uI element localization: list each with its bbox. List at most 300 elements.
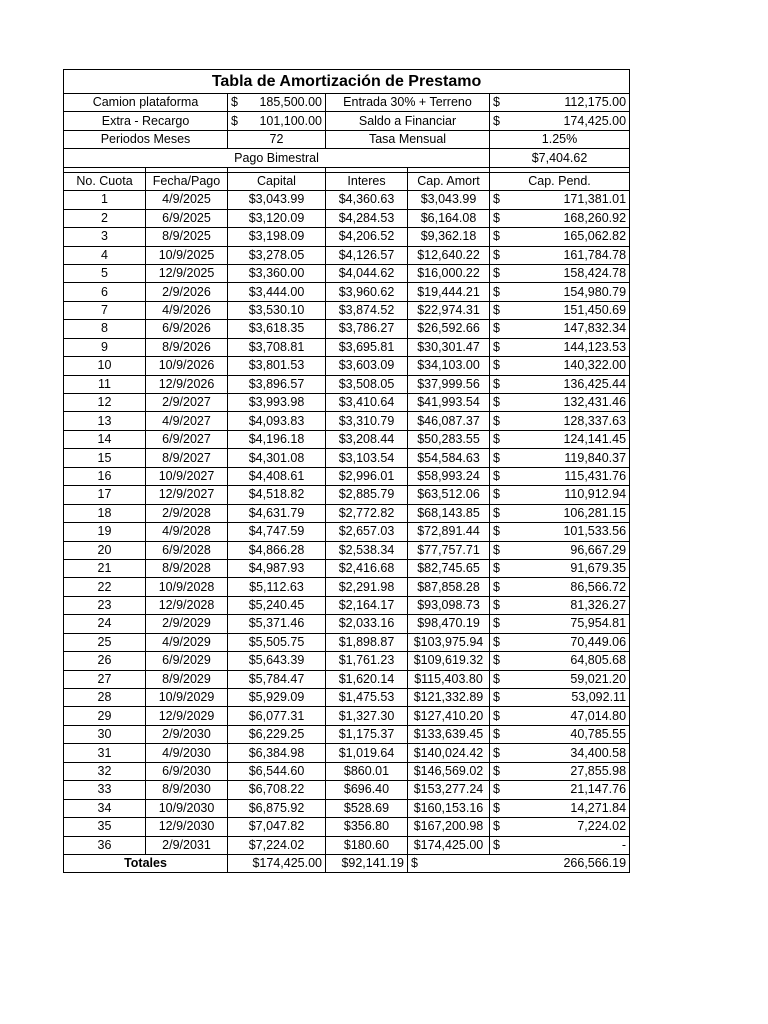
extra-currency: $ (231, 113, 238, 128)
capital-cell: $5,371.46 (228, 615, 326, 633)
cap-amort-cell: $174,425.00 (408, 836, 490, 854)
header-fecha-pago: Fecha/Pago (146, 172, 228, 190)
cap-pend-currency: $ (493, 450, 500, 465)
table-row (64, 744, 630, 762)
cap-amort-cell: $82,745.65 (408, 559, 490, 577)
interes-cell: $2,164.17 (326, 596, 408, 614)
interes-cell: $3,786.27 (326, 320, 408, 338)
cap-pend-value: 136,425.44 (563, 376, 627, 391)
cap-pend-value: 75,954.81 (570, 616, 627, 631)
capital-cell: $3,801.53 (228, 357, 326, 375)
info-row-camion (64, 94, 630, 112)
cuota-number: 8 (64, 320, 146, 338)
cuota-number: 28 (64, 689, 146, 707)
payment-date: 12/9/2028 (146, 596, 228, 614)
cap-amort-cell: $50,283.55 (408, 430, 490, 448)
interes-cell: $860.01 (326, 762, 408, 780)
cap-pend-value: 7,224.02 (577, 819, 627, 834)
interes-cell: $3,208.44 (326, 430, 408, 448)
payment-date: 4/9/2028 (146, 523, 228, 541)
cuota-number: 30 (64, 725, 146, 743)
pago-value: $7,404.62 (490, 149, 630, 167)
payment-date: 4/9/2029 (146, 633, 228, 651)
interes-cell: $3,874.52 (326, 301, 408, 319)
cuota-number: 4 (64, 246, 146, 264)
cuota-number: 7 (64, 301, 146, 319)
cap-pend-value: 168,260.92 (563, 210, 627, 225)
interes-cell: $696.40 (326, 781, 408, 799)
interes-cell: $1,175.37 (326, 725, 408, 743)
cap-amort-cell: $72,891.44 (408, 523, 490, 541)
cuota-number: 2 (64, 209, 146, 227)
cap-pend-cell (490, 707, 630, 725)
cap-amort-cell: $87,858.28 (408, 578, 490, 596)
cap-pend-value: 106,281.15 (563, 505, 627, 520)
interes-cell: $2,996.01 (326, 467, 408, 485)
entrada-value-cell (490, 94, 630, 112)
cap-pend-value: 140,322.00 (563, 358, 627, 373)
header-cap-amort: Cap. Amort (408, 172, 490, 190)
payment-date: 8/9/2025 (146, 228, 228, 246)
table-row (64, 338, 630, 356)
cap-pend-cell (490, 264, 630, 282)
cap-pend-value: 158,424.78 (563, 266, 627, 281)
payment-date: 8/9/2027 (146, 449, 228, 467)
cap-amort-cell: $63,512.06 (408, 486, 490, 504)
header-interes: Interes (326, 172, 408, 190)
payment-date: 2/9/2029 (146, 615, 228, 633)
cap-amort-cell: $133,639.45 (408, 725, 490, 743)
cap-pend-value: 86,566.72 (570, 579, 627, 594)
cap-pend-currency: $ (493, 247, 500, 262)
cap-amort-cell: $46,087.37 (408, 412, 490, 430)
totals-row (64, 854, 630, 872)
interes-cell: $2,657.03 (326, 523, 408, 541)
cuota-number: 20 (64, 541, 146, 559)
cap-pend-cell (490, 578, 630, 596)
capital-cell: $5,505.75 (228, 633, 326, 651)
interes-cell: $180.60 (326, 836, 408, 854)
cuota-number: 12 (64, 394, 146, 412)
cuota-number: 1 (64, 191, 146, 209)
cap-amort-cell: $58,993.24 (408, 467, 490, 485)
capital-cell: $3,993.98 (228, 394, 326, 412)
camion-value: 185,500.00 (259, 95, 322, 110)
info-row-periodos (64, 130, 630, 148)
cuota-number: 3 (64, 228, 146, 246)
cap-amort-cell: $12,640.22 (408, 246, 490, 264)
payment-date: 6/9/2028 (146, 541, 228, 559)
cap-pend-value: 144,123.53 (563, 339, 627, 354)
title-row (64, 70, 630, 94)
cuota-number: 17 (64, 486, 146, 504)
payment-date: 12/9/2027 (146, 486, 228, 504)
totals-label: Totales (64, 854, 228, 872)
capital-cell: $6,229.25 (228, 725, 326, 743)
cap-pend-currency: $ (493, 819, 500, 834)
cap-amort-cell: $93,098.73 (408, 596, 490, 614)
capital-cell: $3,618.35 (228, 320, 326, 338)
payment-date: 12/9/2029 (146, 707, 228, 725)
interes-cell: $4,360.63 (326, 191, 408, 209)
cap-amort-cell: $34,103.00 (408, 357, 490, 375)
cap-pend-value: 147,832.34 (563, 321, 627, 336)
cuota-number: 19 (64, 523, 146, 541)
cap-pend-value: 40,785.55 (570, 727, 627, 742)
info-row-extra (64, 112, 630, 130)
table-row (64, 818, 630, 836)
cuota-number: 6 (64, 283, 146, 301)
cap-amort-cell: $140,024.42 (408, 744, 490, 762)
capital-cell: $4,747.59 (228, 523, 326, 541)
interes-cell: $4,126.57 (326, 246, 408, 264)
cap-amort-cell: $54,584.63 (408, 449, 490, 467)
payment-date: 12/9/2030 (146, 818, 228, 836)
cap-pend-cell (490, 246, 630, 264)
cap-pend-cell (490, 762, 630, 780)
cap-pend-value: 34,400.58 (570, 745, 627, 760)
capital-cell: $7,224.02 (228, 836, 326, 854)
payment-date: 10/9/2028 (146, 578, 228, 596)
interes-cell: $356.80 (326, 818, 408, 836)
cap-pend-cell (490, 338, 630, 356)
cap-pend-currency: $ (493, 800, 500, 815)
entrada-label: Entrada 30% + Terreno (326, 94, 490, 112)
totals-interes: $92,141.19 (326, 854, 408, 872)
cap-pend-currency: $ (493, 321, 500, 336)
cap-pend-cell (490, 430, 630, 448)
capital-cell: $3,360.00 (228, 264, 326, 282)
capital-cell: $4,301.08 (228, 449, 326, 467)
cap-amort-cell: $153,277.24 (408, 781, 490, 799)
header-cap-pend: Cap. Pend. (490, 172, 630, 190)
cap-pend-currency: $ (493, 358, 500, 373)
table-row (64, 283, 630, 301)
cap-pend-cell (490, 744, 630, 762)
table-row (64, 504, 630, 522)
tasa-label: Tasa Mensual (326, 130, 490, 148)
cap-pend-cell (490, 357, 630, 375)
cap-pend-value: 132,431.46 (563, 395, 627, 410)
payment-date: 6/9/2026 (146, 320, 228, 338)
cap-pend-currency: $ (493, 579, 500, 594)
cuota-number: 5 (64, 264, 146, 282)
interes-cell: $1,327.30 (326, 707, 408, 725)
cap-amort-cell: $77,757.71 (408, 541, 490, 559)
cuota-number: 36 (64, 836, 146, 854)
cap-pend-cell (490, 467, 630, 485)
cap-amort-cell: $146,569.02 (408, 762, 490, 780)
interes-cell: $2,291.98 (326, 578, 408, 596)
cap-amort-cell: $127,410.20 (408, 707, 490, 725)
sheet-title: Tabla de Amortización de Prestamo (64, 70, 630, 94)
interes-cell: $3,103.54 (326, 449, 408, 467)
payment-date: 4/9/2025 (146, 191, 228, 209)
cap-amort-cell: $9,362.18 (408, 228, 490, 246)
payment-rows (64, 191, 630, 855)
cap-pend-currency: $ (493, 284, 500, 299)
cap-pend-cell (490, 652, 630, 670)
extra-label: Extra - Recargo (64, 112, 228, 130)
payment-date: 12/9/2025 (146, 264, 228, 282)
amortization-table (63, 69, 630, 873)
cap-amort-cell: $3,043.99 (408, 191, 490, 209)
table-row (64, 320, 630, 338)
table-row (64, 578, 630, 596)
capital-cell: $4,196.18 (228, 430, 326, 448)
cap-pend-cell (490, 689, 630, 707)
cap-pend-cell (490, 504, 630, 522)
table-row (64, 246, 630, 264)
payment-date: 4/9/2026 (146, 301, 228, 319)
payment-date: 2/9/2028 (146, 504, 228, 522)
info-row-pago (64, 149, 630, 167)
cuota-number: 13 (64, 412, 146, 430)
payment-date: 10/9/2029 (146, 689, 228, 707)
payment-date: 2/9/2026 (146, 283, 228, 301)
cap-pend-value: 124,141.45 (563, 432, 627, 447)
cap-pend-value: 165,062.82 (563, 229, 627, 244)
table-row (64, 762, 630, 780)
capital-cell: $7,047.82 (228, 818, 326, 836)
totals-pend-cell (408, 854, 630, 872)
cap-pend-value: 64,805.68 (570, 653, 627, 668)
cap-amort-cell: $19,444.21 (408, 283, 490, 301)
cap-pend-value: 110,912.94 (564, 487, 627, 502)
cuota-number: 11 (64, 375, 146, 393)
cap-pend-value: 119,840.37 (564, 450, 627, 465)
cap-pend-currency: $ (493, 376, 500, 391)
entrada-value: 112,175.00 (564, 95, 627, 110)
cap-pend-currency: $ (493, 745, 500, 760)
cap-pend-currency: $ (493, 303, 500, 318)
payment-date: 2/9/2030 (146, 725, 228, 743)
cap-amort-cell: $22,974.31 (408, 301, 490, 319)
totals-pend: 266,566.19 (563, 856, 627, 871)
cap-pend-cell (490, 781, 630, 799)
cap-amort-cell: $26,592.66 (408, 320, 490, 338)
cuota-number: 25 (64, 633, 146, 651)
cuota-number: 24 (64, 615, 146, 633)
cap-pend-cell (490, 320, 630, 338)
cap-pend-value: 91,679.35 (570, 561, 627, 576)
extra-value: 101,100.00 (259, 113, 322, 128)
payment-date: 8/9/2029 (146, 670, 228, 688)
interes-cell: $2,772.82 (326, 504, 408, 522)
cuota-number: 22 (64, 578, 146, 596)
cuota-number: 35 (64, 818, 146, 836)
amortization-sheet (63, 69, 629, 873)
capital-cell: $4,866.28 (228, 541, 326, 559)
interes-cell: $4,284.53 (326, 209, 408, 227)
table-row (64, 596, 630, 614)
capital-cell: $6,544.60 (228, 762, 326, 780)
cap-pend-value: 128,337.63 (563, 413, 627, 428)
capital-cell: $5,240.45 (228, 596, 326, 614)
cap-pend-currency: $ (493, 616, 500, 631)
camion-value-cell (228, 94, 326, 112)
cap-pend-cell (490, 394, 630, 412)
cap-pend-currency: $ (493, 266, 500, 281)
cuota-number: 21 (64, 559, 146, 577)
cap-pend-currency: $ (493, 653, 500, 668)
camion-currency: $ (231, 95, 238, 110)
payment-date: 10/9/2027 (146, 467, 228, 485)
capital-cell: $4,987.93 (228, 559, 326, 577)
payment-date: 12/9/2026 (146, 375, 228, 393)
table-row (64, 449, 630, 467)
saldo-value-cell (490, 112, 630, 130)
totals-currency: $ (411, 856, 418, 871)
capital-cell: $5,643.39 (228, 652, 326, 670)
cap-pend-cell (490, 486, 630, 504)
table-row (64, 725, 630, 743)
interes-cell: $3,410.64 (326, 394, 408, 412)
cap-pend-value: 81,326.27 (570, 598, 627, 613)
cap-pend-cell (490, 596, 630, 614)
cap-pend-currency: $ (493, 690, 500, 705)
capital-cell: $3,278.05 (228, 246, 326, 264)
payment-date: 10/9/2025 (146, 246, 228, 264)
cap-amort-cell: $98,470.19 (408, 615, 490, 633)
cap-pend-cell (490, 559, 630, 577)
capital-cell: $3,896.57 (228, 375, 326, 393)
capital-cell: $3,198.09 (228, 228, 326, 246)
cap-pend-cell (490, 615, 630, 633)
interes-cell: $1,620.14 (326, 670, 408, 688)
cuota-number: 26 (64, 652, 146, 670)
cap-pend-cell (490, 283, 630, 301)
interes-cell: $1,019.64 (326, 744, 408, 762)
cap-pend-cell (490, 209, 630, 227)
cap-pend-currency: $ (493, 487, 500, 502)
payment-date: 6/9/2030 (146, 762, 228, 780)
cap-pend-currency: $ (493, 413, 500, 428)
cap-pend-cell (490, 375, 630, 393)
cap-pend-cell (490, 725, 630, 743)
cap-pend-cell (490, 836, 630, 854)
cuota-number: 18 (64, 504, 146, 522)
saldo-value: 174,425.00 (563, 113, 627, 128)
capital-cell: $3,043.99 (228, 191, 326, 209)
cuota-number: 31 (64, 744, 146, 762)
cap-amort-cell: $30,301.47 (408, 338, 490, 356)
cap-pend-value: 53,092.11 (571, 690, 627, 705)
cap-pend-value: 151,450.69 (563, 303, 627, 318)
table-row (64, 430, 630, 448)
cap-pend-cell (490, 301, 630, 319)
cap-pend-value: - (621, 837, 627, 852)
cap-pend-currency: $ (493, 727, 500, 742)
column-header-row (64, 172, 630, 190)
cuota-number: 27 (64, 670, 146, 688)
saldo-currency: $ (493, 113, 500, 128)
table-row (64, 615, 630, 633)
cap-pend-currency: $ (493, 432, 500, 447)
cuota-number: 29 (64, 707, 146, 725)
capital-cell: $5,929.09 (228, 689, 326, 707)
table-row (64, 486, 630, 504)
cap-pend-value: 101,533.56 (563, 524, 627, 539)
cap-pend-cell (490, 633, 630, 651)
payment-date: 8/9/2026 (146, 338, 228, 356)
cap-pend-value: 59,021.20 (570, 671, 627, 686)
pago-label: Pago Bimestral (64, 149, 490, 167)
periodos-value: 72 (228, 130, 326, 148)
table-row (64, 781, 630, 799)
table-row (64, 689, 630, 707)
cap-amort-cell: $16,000.22 (408, 264, 490, 282)
cap-pend-currency: $ (493, 505, 500, 520)
cap-pend-cell (490, 541, 630, 559)
cap-pend-cell (490, 449, 630, 467)
capital-cell: $3,530.10 (228, 301, 326, 319)
cap-pend-currency: $ (493, 561, 500, 576)
capital-cell: $4,518.82 (228, 486, 326, 504)
interes-cell: $3,603.09 (326, 357, 408, 375)
cuota-number: 34 (64, 799, 146, 817)
payment-date: 6/9/2025 (146, 209, 228, 227)
payment-date: 8/9/2030 (146, 781, 228, 799)
interes-cell: $2,416.68 (326, 559, 408, 577)
table-row (64, 191, 630, 209)
cuota-number: 14 (64, 430, 146, 448)
capital-cell: $3,444.00 (228, 283, 326, 301)
payment-date: 4/9/2030 (146, 744, 228, 762)
cap-pend-currency: $ (493, 598, 500, 613)
capital-cell: $3,708.81 (228, 338, 326, 356)
table-row (64, 633, 630, 651)
table-row (64, 357, 630, 375)
cap-pend-value: 70,449.06 (570, 634, 627, 649)
cuota-number: 10 (64, 357, 146, 375)
interes-cell: $3,695.81 (326, 338, 408, 356)
cap-pend-value: 21,147.76 (570, 782, 627, 797)
cap-amort-cell: $37,999.56 (408, 375, 490, 393)
capital-cell: $6,708.22 (228, 781, 326, 799)
cap-amort-cell: $109,619.32 (408, 652, 490, 670)
payment-date: 8/9/2028 (146, 559, 228, 577)
table-row (64, 670, 630, 688)
capital-cell: $4,093.83 (228, 412, 326, 430)
cap-pend-value: 154,980.79 (563, 284, 627, 299)
capital-cell: $6,875.92 (228, 799, 326, 817)
interes-cell: $1,898.87 (326, 633, 408, 651)
payment-date: 4/9/2027 (146, 412, 228, 430)
payment-date: 10/9/2030 (146, 799, 228, 817)
table-row (64, 467, 630, 485)
table-row (64, 301, 630, 319)
cap-amort-cell: $103,975.94 (408, 633, 490, 651)
table-row (64, 209, 630, 227)
cap-pend-currency: $ (493, 524, 500, 539)
cap-pend-currency: $ (493, 708, 500, 723)
cap-pend-currency: $ (493, 542, 500, 557)
extra-value-cell (228, 112, 326, 130)
cap-pend-cell (490, 191, 630, 209)
cap-pend-currency: $ (493, 671, 500, 686)
cuota-number: 33 (64, 781, 146, 799)
payment-date: 6/9/2027 (146, 430, 228, 448)
header-no-cuota: No. Cuota (64, 172, 146, 190)
cuota-number: 32 (64, 762, 146, 780)
cap-pend-currency: $ (493, 763, 500, 778)
table-row (64, 412, 630, 430)
capital-cell: $6,077.31 (228, 707, 326, 725)
interes-cell: $1,475.53 (326, 689, 408, 707)
capital-cell: $6,384.98 (228, 744, 326, 762)
payment-date: 6/9/2029 (146, 652, 228, 670)
